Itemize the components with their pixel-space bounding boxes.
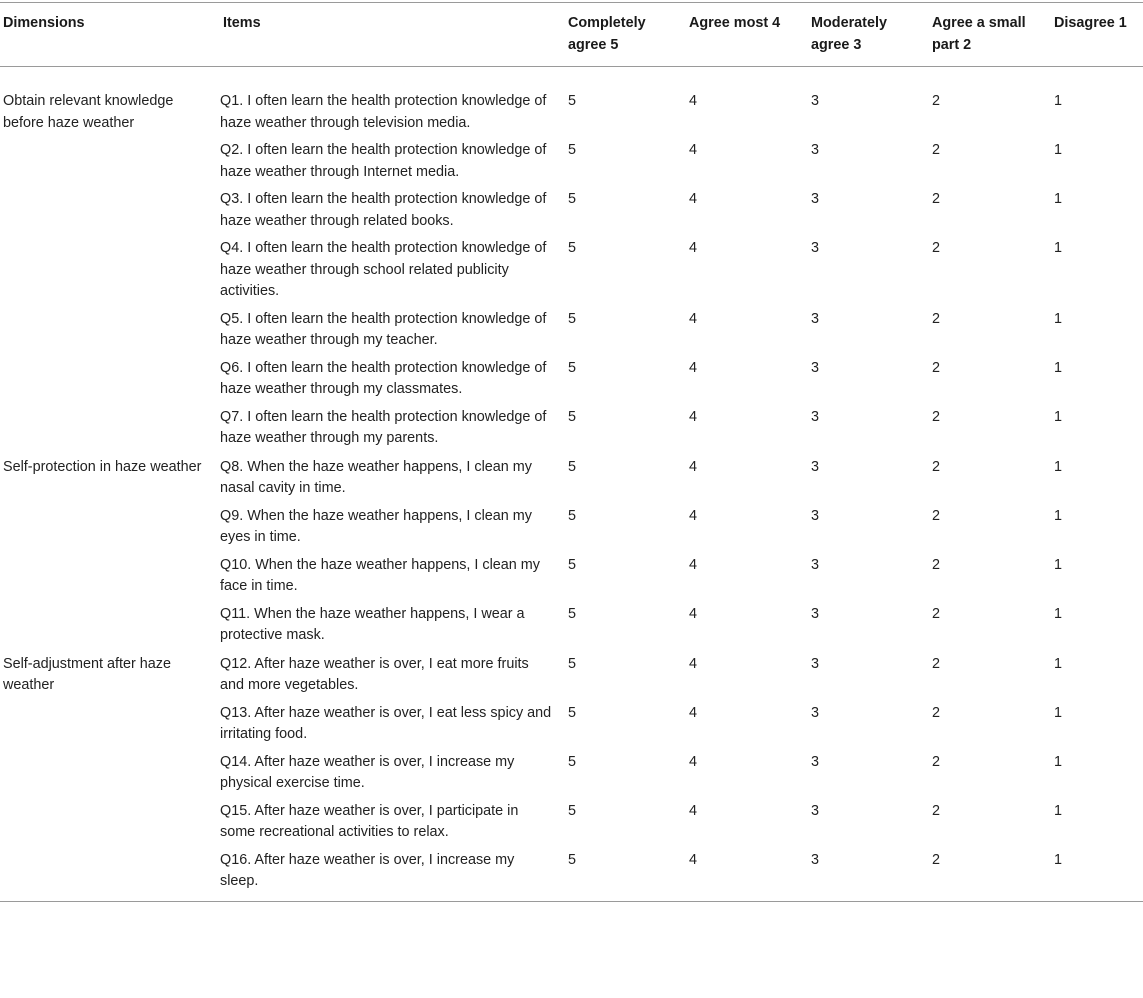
item-cell: Q14. After haze weather is over, I increase my physical exercise time. — [220, 753, 515, 791]
item-cell: Q11. When the haze weather happens, I wear a protective mask. — [220, 605, 525, 643]
dimension-cell — [0, 749, 220, 798]
table-row — [0, 700, 1143, 749]
dimension-cell — [0, 798, 220, 847]
completely-agree-value: 5 — [568, 240, 577, 256]
agree-small-part-value: 2 — [932, 802, 941, 819]
agree-small-part-value: 2 — [932, 310, 941, 327]
item-cell: Q4. I often learn the health protection knowledge of haze weather through school related publicity activities. — [220, 240, 547, 299]
dimension-cell — [0, 235, 220, 306]
moderately-agree-value: 3 — [811, 408, 820, 425]
agree-small-part-value: 2 — [932, 556, 941, 573]
item-cell: Q1. I often learn the health protection knowledge of haze weather through television media. — [220, 93, 547, 131]
dimension-cell: Self-adjustment after haze weather — [3, 655, 171, 693]
moderately-agree-value: 3 — [811, 851, 820, 868]
disagree-value: 1 — [1054, 704, 1063, 721]
questionnaire-table — [0, 2, 1143, 902]
agree-small-part-value: 2 — [932, 507, 941, 524]
agree-most-value: 4 — [689, 802, 698, 819]
moderately-agree-value: 3 — [811, 458, 820, 475]
table-row — [0, 67, 1143, 138]
item-cell: Q7. I often learn the health protection knowledge of haze weather through my parents. — [220, 408, 547, 446]
item-cell: Q5. I often learn the health protection knowledge of haze weather through my teacher. — [220, 310, 547, 348]
disagree-value: 1 — [1054, 310, 1063, 327]
agree-most-value: 4 — [689, 753, 698, 770]
table-row — [0, 355, 1143, 404]
agree-small-part-value: 2 — [932, 93, 941, 109]
header-row — [0, 3, 1143, 67]
disagree-value: 1 — [1054, 408, 1063, 425]
agree-most-value: 4 — [689, 93, 698, 109]
header-completely-agree: Completely agree 5 — [568, 15, 646, 53]
table-row — [0, 798, 1143, 847]
disagree-value: 1 — [1054, 142, 1063, 158]
dimension-cell — [0, 700, 220, 749]
completely-agree-value: 5 — [568, 310, 577, 327]
disagree-value: 1 — [1054, 556, 1063, 573]
agree-small-part-value: 2 — [932, 142, 941, 158]
dimension-cell — [0, 601, 220, 650]
completely-agree-value: 5 — [568, 655, 577, 672]
table-row — [0, 601, 1143, 650]
completely-agree-value: 5 — [568, 851, 577, 868]
dimension-cell — [0, 404, 220, 453]
moderately-agree-value: 3 — [811, 605, 820, 622]
agree-small-part-value: 2 — [932, 605, 941, 622]
table-row — [0, 137, 1143, 186]
disagree-value: 1 — [1054, 507, 1063, 524]
dimension-cell: Obtain relevant knowledge before haze weather — [3, 93, 174, 131]
disagree-value: 1 — [1054, 93, 1063, 109]
moderately-agree-value: 3 — [811, 753, 820, 770]
agree-most-value: 4 — [689, 142, 698, 158]
item-cell: Q2. I often learn the health protection knowledge of haze weather through Internet media. — [220, 142, 547, 180]
agree-small-part-value: 2 — [932, 655, 941, 672]
table-row — [0, 552, 1143, 601]
agree-small-part-value: 2 — [932, 851, 941, 868]
table-row — [0, 503, 1143, 552]
agree-most-value: 4 — [689, 240, 698, 256]
moderately-agree-value: 3 — [811, 142, 820, 158]
moderately-agree-value: 3 — [811, 802, 820, 819]
item-cell: Q3. I often learn the health protection knowledge of haze weather through related books. — [220, 191, 547, 229]
dimension-cell — [0, 503, 220, 552]
completely-agree-value: 5 — [568, 408, 577, 425]
table-row — [0, 235, 1143, 306]
item-cell: Q10. When the haze weather happens, I clean my face in time. — [220, 556, 540, 594]
completely-agree-value: 5 — [568, 802, 577, 819]
agree-most-value: 4 — [689, 851, 698, 868]
dimension-cell — [0, 137, 220, 186]
item-cell: Q16. After haze weather is over, I increase my sleep. — [220, 851, 515, 889]
disagree-value: 1 — [1054, 191, 1063, 207]
moderately-agree-value: 3 — [811, 556, 820, 573]
table-row — [0, 453, 1143, 503]
agree-most-value: 4 — [689, 359, 698, 376]
moderately-agree-value: 3 — [811, 310, 820, 327]
agree-most-value: 4 — [689, 458, 698, 475]
table-row — [0, 847, 1143, 902]
agree-small-part-value: 2 — [932, 408, 941, 425]
disagree-value: 1 — [1054, 605, 1063, 622]
completely-agree-value: 5 — [568, 556, 577, 573]
completely-agree-value: 5 — [568, 507, 577, 524]
completely-agree-value: 5 — [568, 753, 577, 770]
table-row — [0, 404, 1143, 453]
header-dimensions: Dimensions — [3, 15, 85, 31]
item-cell: Q15. After haze weather is over, I participate in some recreational activities to relax. — [220, 802, 519, 840]
agree-most-value: 4 — [689, 605, 698, 622]
disagree-value: 1 — [1054, 802, 1063, 819]
agree-most-value: 4 — [689, 655, 698, 672]
item-cell: Q6. I often learn the health protection knowledge of haze weather through my classmates. — [220, 359, 547, 397]
disagree-value: 1 — [1054, 359, 1063, 376]
item-cell: Q9. When the haze weather happens, I clean my eyes in time. — [220, 507, 532, 545]
table-header — [0, 3, 1143, 67]
completely-agree-value: 5 — [568, 191, 577, 207]
dimension-cell — [0, 306, 220, 355]
moderately-agree-value: 3 — [811, 191, 820, 207]
table-row — [0, 650, 1143, 700]
moderately-agree-value: 3 — [811, 359, 820, 376]
agree-small-part-value: 2 — [932, 191, 941, 207]
dimension-cell — [0, 355, 220, 404]
table-row — [0, 749, 1143, 798]
moderately-agree-value: 3 — [811, 507, 820, 524]
moderately-agree-value: 3 — [811, 704, 820, 721]
agree-small-part-value: 2 — [932, 240, 941, 256]
item-cell: Q8. When the haze weather happens, I clean my nasal cavity in time. — [220, 458, 532, 496]
header-moderately-agree: Moderately agree 3 — [811, 15, 887, 53]
disagree-value: 1 — [1054, 458, 1063, 475]
agree-most-value: 4 — [689, 408, 698, 425]
completely-agree-value: 5 — [568, 93, 577, 109]
completely-agree-value: 5 — [568, 142, 577, 158]
completely-agree-value: 5 — [568, 359, 577, 376]
item-cell: Q12. After haze weather is over, I eat more fruits and more vegetables. — [220, 655, 529, 693]
moderately-agree-value: 3 — [811, 240, 820, 256]
moderately-agree-value: 3 — [811, 655, 820, 672]
header-items: Items — [223, 15, 261, 31]
completely-agree-value: 5 — [568, 704, 577, 721]
header-agree-small-part: Agree a small part 2 — [932, 15, 1026, 53]
table-row — [0, 306, 1143, 355]
agree-most-value: 4 — [689, 507, 698, 524]
header-disagree: Disagree 1 — [1054, 15, 1127, 31]
agree-most-value: 4 — [689, 556, 698, 573]
agree-most-value: 4 — [689, 704, 698, 721]
table-row — [0, 186, 1143, 235]
completely-agree-value: 5 — [568, 605, 577, 622]
dimension-cell — [0, 186, 220, 235]
dimension-cell — [0, 552, 220, 601]
agree-most-value: 4 — [689, 191, 698, 207]
dimension-cell: Self-protection in haze weather — [3, 458, 202, 475]
table-body — [0, 67, 1143, 902]
disagree-value: 1 — [1054, 240, 1063, 256]
agree-small-part-value: 2 — [932, 458, 941, 475]
dimension-cell — [0, 847, 220, 902]
disagree-value: 1 — [1054, 753, 1063, 770]
header-agree-most: Agree most 4 — [689, 15, 781, 31]
agree-small-part-value: 2 — [932, 359, 941, 376]
disagree-value: 1 — [1054, 655, 1063, 672]
agree-small-part-value: 2 — [932, 704, 941, 721]
agree-most-value: 4 — [689, 310, 698, 327]
moderately-agree-value: 3 — [811, 93, 820, 109]
completely-agree-value: 5 — [568, 458, 577, 475]
disagree-value: 1 — [1054, 851, 1063, 868]
agree-small-part-value: 2 — [932, 753, 941, 770]
item-cell: Q13. After haze weather is over, I eat less spicy and irritating food. — [220, 704, 552, 742]
